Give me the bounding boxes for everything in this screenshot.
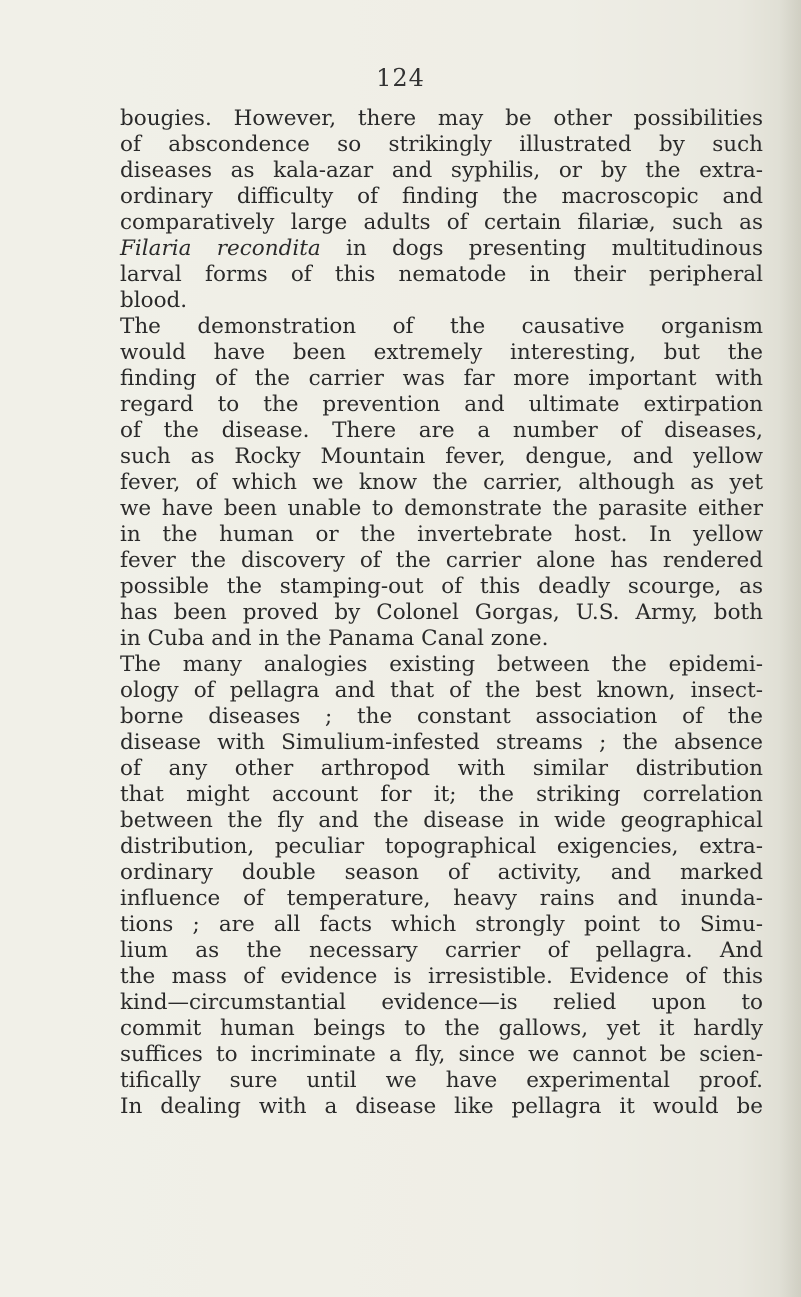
text-line: of abscondence so strikingly illustrated by such: [120, 132, 763, 157]
text-line: in Cuba and in the Panama Canal zone.: [120, 626, 549, 651]
text-line: diseases as kala-azar and syphilis, or by the extra-: [120, 158, 763, 183]
text-line: The many analogies existing between the epidemi-: [120, 652, 763, 677]
text-line: commit human beings to the gallows, yet it hardly: [120, 1016, 763, 1041]
text-line: bougies. However, there may be other possibilities: [120, 106, 763, 131]
text-line: we have been unable to demonstrate the parasite either: [120, 496, 763, 521]
text-line: in the human or the invertebrate host. In yellow: [120, 522, 763, 547]
text-line: tions ; are all facts which strongly point to Simu-: [120, 912, 763, 937]
text-line: ordinary difficulty of finding the macroscopic and: [120, 184, 763, 209]
text-line: distribution, peculiar topographical exigencies, extra-: [120, 834, 763, 859]
text-line: of any other arthropod with similar distribution: [120, 756, 763, 781]
page-edge-shadow: [779, 0, 801, 1297]
text-line: between the fly and the disease in wide geographical: [120, 808, 763, 833]
text-line: kind—circumstantial evidence—is relied upon to: [120, 990, 763, 1015]
text-line: lium as the necessary carrier of pellagra. And: [120, 938, 763, 963]
text-line: suffices to incriminate a fly, since we cannot be scien-: [120, 1042, 763, 1067]
text-line: the mass of evidence is irresistible. Evidence of this: [120, 964, 763, 989]
text-line: that might account for it; the striking correlation: [120, 782, 763, 807]
text-line: comparatively large adults of certain filariæ, such as: [120, 210, 763, 235]
text-line: blood.: [120, 288, 188, 313]
body-text: [120, 106, 763, 1120]
text-line: tifically sure until we have experimental proof.: [120, 1068, 763, 1093]
text-line: The demonstration of the causative organism: [120, 314, 763, 339]
text-line: In dealing with a disease like pellagra it would be: [120, 1094, 763, 1119]
text-line: borne diseases ; the constant association of the: [120, 704, 763, 729]
text-line: of the disease. There are a number of diseases,: [120, 418, 763, 443]
text-line: has been proved by Colonel Gorgas, U.S. Army, both: [120, 600, 763, 625]
text-line: [120, 236, 763, 262]
text-line: ology of pellagra and that of the best known, insect-: [120, 678, 763, 703]
page-number: 124: [376, 64, 425, 92]
text-line: possible the stamping-out of this deadly scourge, as: [120, 574, 763, 599]
text-line: fever, of which we know the carrier, although as yet: [120, 470, 763, 495]
text-line-segment: in dogs presenting multitudinous: [320, 236, 763, 261]
text-line: would have been extremely interesting, but the: [120, 340, 763, 365]
italic-species-name: Filaria recondita: [120, 236, 321, 261]
text-line: disease with Simulium-infested streams ; the absence: [120, 730, 763, 755]
text-line: larval forms of this nematode in their peripheral: [120, 262, 763, 287]
text-line: fever the discovery of the carrier alone has rendered: [120, 548, 763, 573]
text-line: such as Rocky Mountain fever, dengue, and yellow: [120, 444, 763, 469]
text-line: ordinary double season of activity, and marked: [120, 860, 763, 885]
text-line: regard to the prevention and ultimate extirpation: [120, 392, 763, 417]
text-line: finding of the carrier was far more important with: [120, 366, 763, 391]
text-line: influence of temperature, heavy rains and inunda-: [120, 886, 763, 911]
